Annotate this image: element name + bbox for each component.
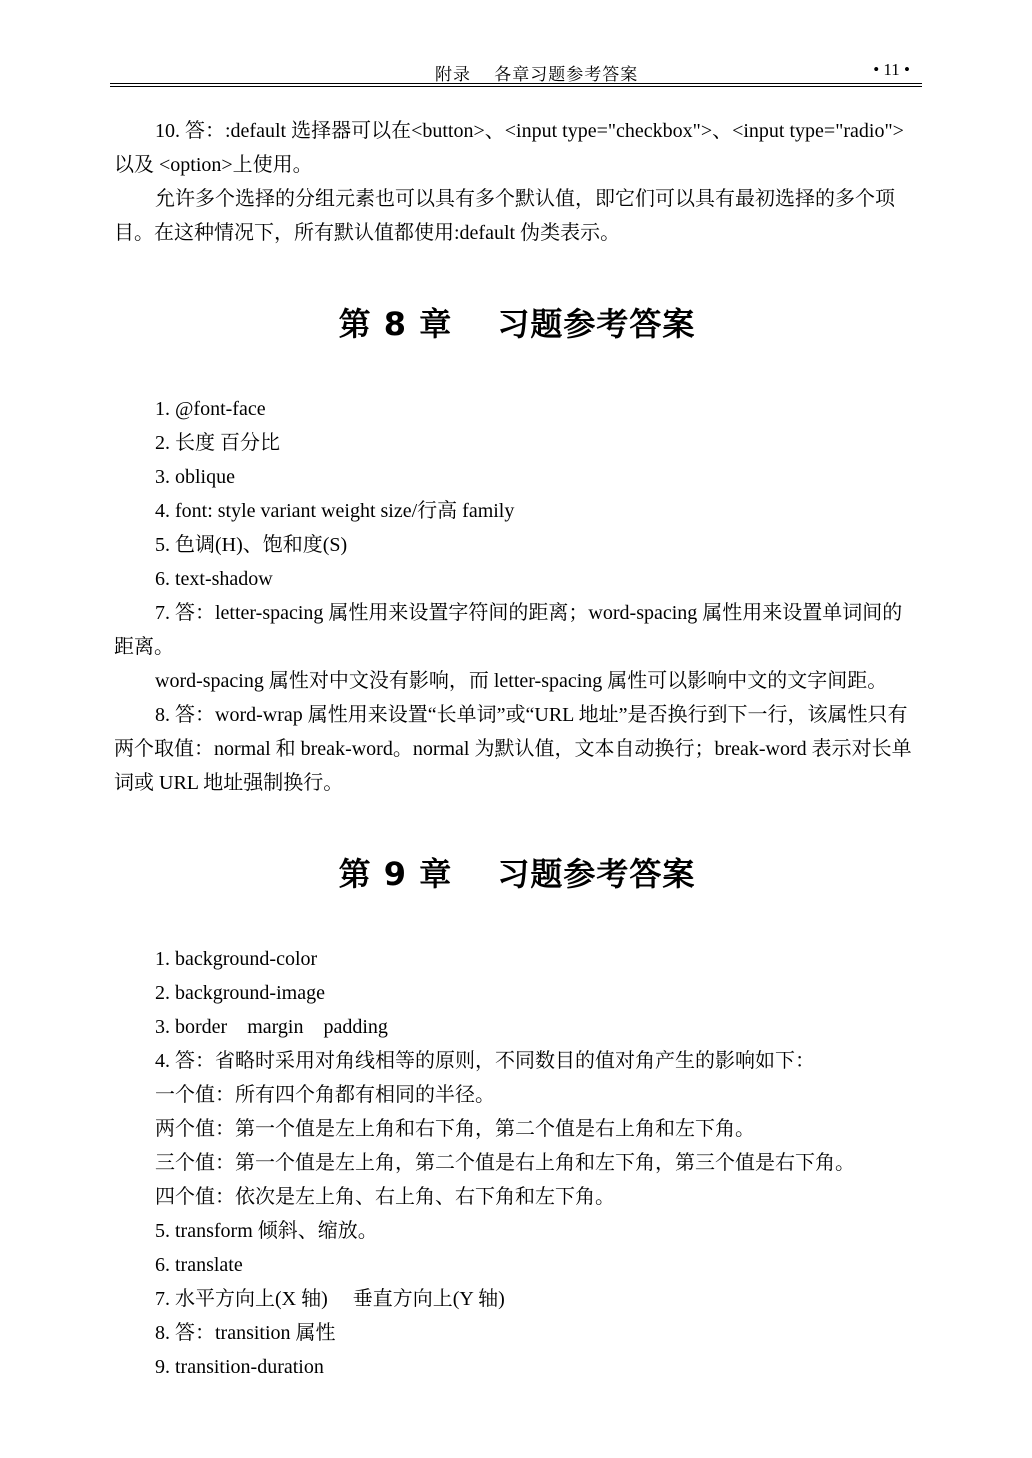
answer-item: 两个值：第一个值是左上角和右下角，第二个值是右上角和左下角。 [155, 1118, 755, 1140]
answer-item: 7. 水平方向上(X 轴) 垂直方向上(Y 轴) [155, 1288, 505, 1310]
answer-item: 5. 色调(H)、饱和度(S) [155, 534, 348, 556]
answer-item: 9. transition-duration [155, 1356, 324, 1378]
header-rule-thin [110, 83, 922, 84]
answer-item: 1. @font-face [155, 398, 266, 420]
answer-item: 4. font: style variant weight size/行高 family [155, 500, 515, 522]
answer-item: 1. background-color [155, 948, 318, 970]
answer-paragraph: 10. 答：:default 选择器可以在<button>、<input type="checkbox">、<input type="radio">以及 <option>上使用。 [114, 120, 904, 176]
chapter-9-title: 第 9 章 习题参考答案 [338, 855, 696, 893]
answer-paragraph: word-spacing 属性对中文没有影响，而 letter-spacing 属性可以影响中文的文字间距。 [155, 670, 888, 692]
header-title: 附录 各章习题参考答案 [435, 65, 639, 84]
answer-paragraph: 8. 答：word-wrap 属性用来设置“长单词”或“URL 地址”是否换行到下一行，该属性只有两个取值：normal 和 break-word。normal 为默认值，文本自动换行；break-word 表示对长单词或 URL 地址强制换行。 [114, 704, 912, 794]
page-body [114, 114, 920, 1384]
answer-item: 6. text-shadow [155, 568, 273, 590]
answer-item: 3. oblique [155, 466, 235, 488]
answer-item: 3. border margin padding [155, 1016, 388, 1038]
answer-item: 4. 答：省略时采用对角线相等的原则，不同数目的值对角产生的影响如下： [155, 1050, 815, 1072]
chapter-8-title: 第 8 章 习题参考答案 [338, 305, 696, 343]
answer-item: 2. 长度 百分比 [155, 432, 280, 454]
answer-item: 一个值：所有四个角都有相同的半径。 [155, 1084, 495, 1106]
answer-item: 5. transform 倾斜、缩放。 [155, 1220, 378, 1242]
answer-item: 四个值：依次是左上角、右上角、右下角和左下角。 [155, 1186, 615, 1208]
header-rule-bottom [110, 86, 922, 87]
page-number: • 11 • [873, 60, 910, 79]
answer-paragraph: 7. 答：letter-spacing 属性用来设置字符间的距离；word-spacing 属性用来设置单词间的距离。 [114, 602, 903, 658]
running-header [110, 60, 922, 84]
answer-item: 2. background-image [155, 982, 325, 1004]
answer-paragraph: 允许多个选择的分组元素也可以具有多个默认值，即它们可以具有最初选择的多个项目。在这种情况下，所有默认值都使用:default 伪类表示。 [114, 188, 895, 244]
answer-item: 8. 答：transition 属性 [155, 1322, 336, 1344]
answer-item: 三个值：第一个值是左上角，第二个值是右上角和左下角，第三个值是右下角。 [155, 1152, 855, 1174]
answer-item: 6. translate [155, 1254, 243, 1276]
